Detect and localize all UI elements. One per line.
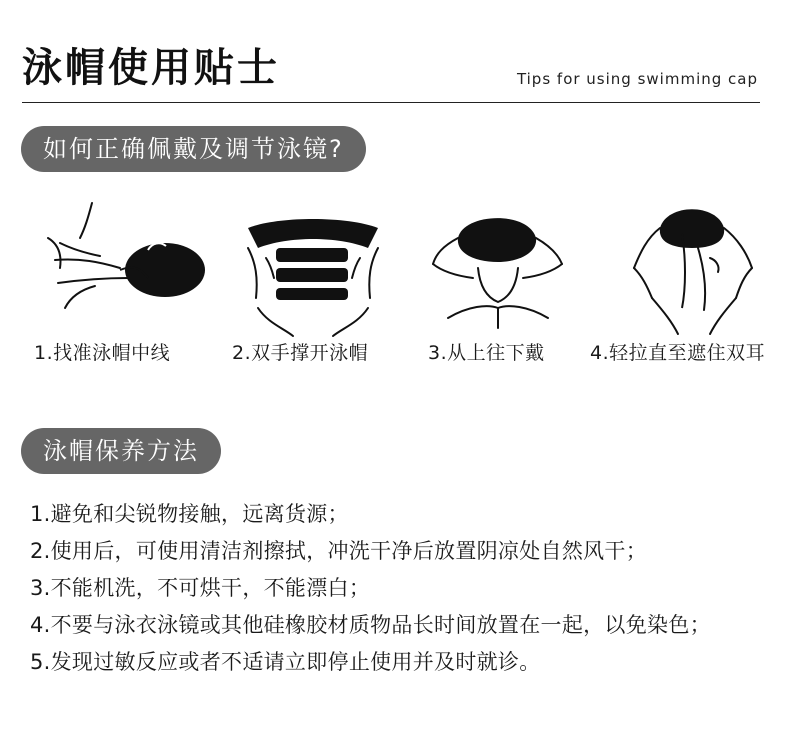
list-item: 1.避免和尖锐物接触，远离货源； (30, 502, 349, 526)
cap-midline-icon (40, 198, 210, 338)
step-3-illustration (418, 198, 588, 338)
page-title: 泳帽使用贴士 (22, 45, 280, 91)
list-item: 2.使用后，可使用清洁剂擦拭，冲洗干净后放置阴凉处自然风干； (30, 539, 648, 563)
step-3-label: 3.从上往下戴 (428, 342, 545, 364)
put-on-cap-icon (418, 198, 588, 338)
list-item: 4.不要与泳衣泳镜或其他硅橡胶材质物品长时间放置在一起，以免染色； (30, 613, 711, 637)
pull-over-ears-icon (612, 198, 782, 338)
stretch-cap-icon (228, 198, 398, 338)
section-heading-wearing: 如何正确佩戴及调节泳镜? (21, 126, 366, 172)
step-1-label: 1.找准泳帽中线 (34, 342, 171, 364)
step-4-label: 4.轻拉直至遮住双耳 (590, 342, 766, 364)
header-divider (22, 102, 760, 103)
page-subtitle: Tips for using swimming cap (516, 70, 758, 88)
care-tips-list (30, 496, 711, 681)
section-heading-care: 泳帽保养方法 (21, 428, 221, 474)
step-1-illustration (40, 198, 210, 338)
step-4-illustration (612, 198, 782, 338)
step-2-illustration (228, 198, 398, 338)
step-2-label: 2.双手撑开泳帽 (232, 342, 369, 364)
list-item: 3.不能机洗，不可烘干，不能漂白； (30, 576, 371, 600)
list-item: 5.发现过敏反应或者不适请立即停止使用并及时就诊。 (30, 650, 541, 674)
